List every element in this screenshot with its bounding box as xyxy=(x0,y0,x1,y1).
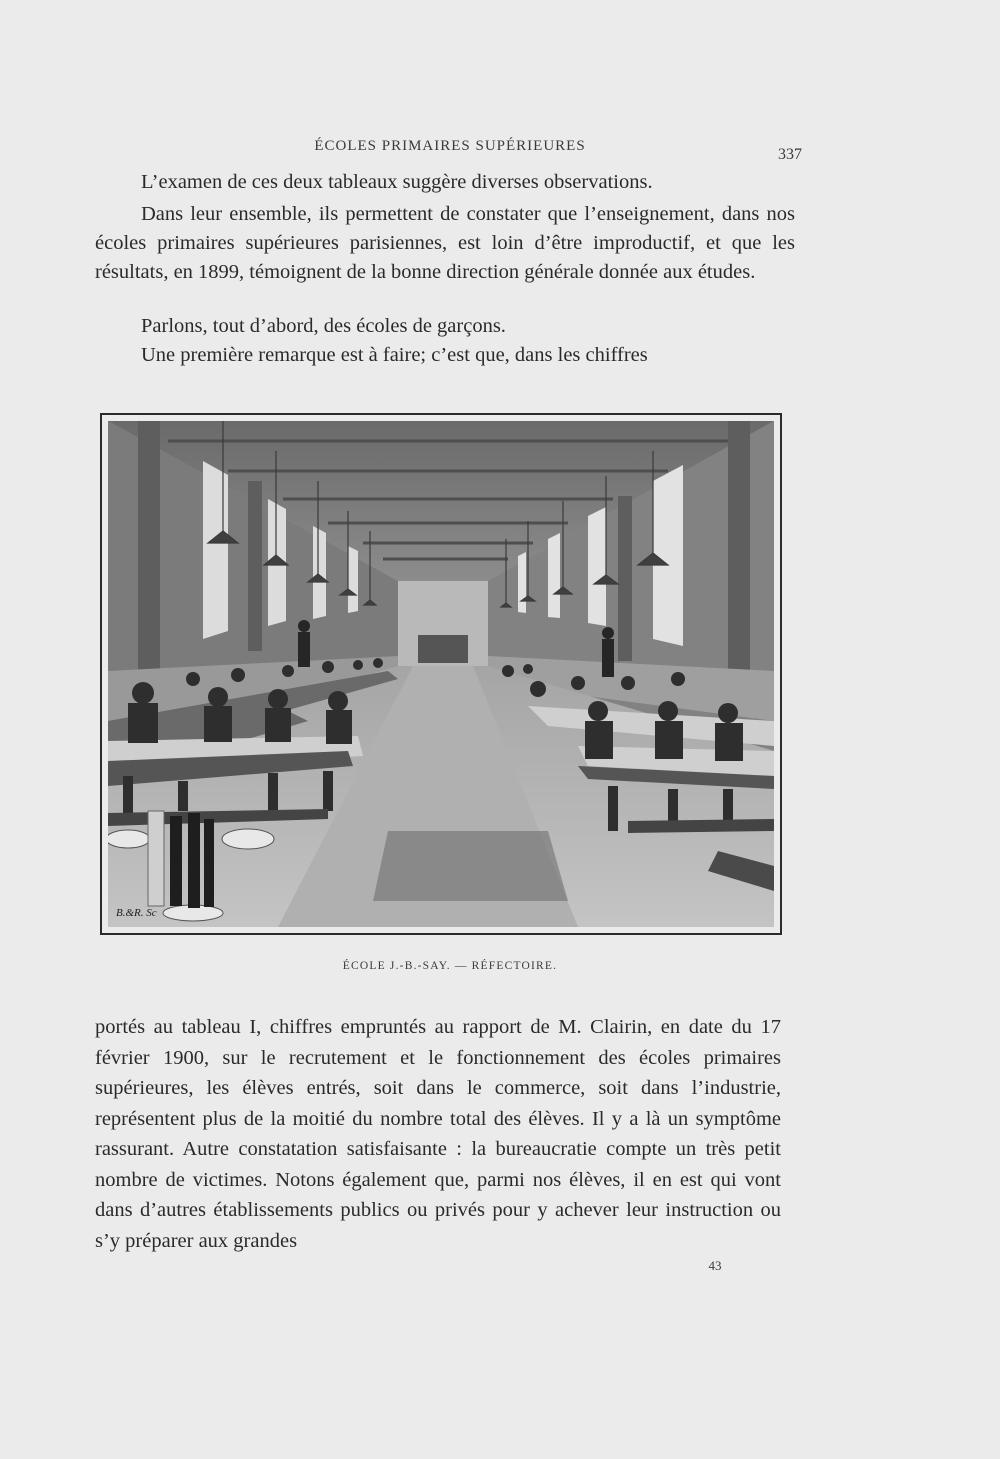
page-number: 337 xyxy=(778,146,802,163)
running-head: ÉCOLES PRIMAIRES SUPÉRIEURES xyxy=(314,138,586,154)
photo-frame xyxy=(100,413,782,935)
figure-caption: ÉCOLE J.-B.-SAY. — RÉFECTOIRE. xyxy=(342,960,558,972)
refectory-photo-illustration xyxy=(108,421,774,927)
paragraph-garcons: Parlons, tout d’abord, des écoles de garçons. xyxy=(141,315,506,337)
paragraph-ensemble: Dans leur ensemble, ils permettent de constater que l’enseignement, dans nos écoles primaires supérieures parisiennes, est loin d’être improductif, et que les résultats, en 1899, témoignent de la bonne direction générale donnée aux études. xyxy=(95,203,795,283)
refectory-photograph xyxy=(108,421,774,927)
paragraph-observations: L’examen de ces deux tableaux suggère diverses observations. xyxy=(141,171,653,193)
paragraph-tableau-i: portés au tableau I, chiffres empruntés au rapport de M. Clairin, en date du 17 février 1900, sur le recrutement et le fonctionnement des écoles primaires supérieures, les élèves entrés, soit dans le commerce, soit dans l’industrie, représentent plus de la moitié du nombre total des élèves. Il y a là un symptôme rassurant. Autre constatation satisfaisante : la bureaucratie compte un très petit nombre de victimes. Notons également que, parmi nos élèves, il en est qui vont dans d’autres établissements publics ou privés pour y achever leur instruction ou s’y préparer aux grandes xyxy=(95,1016,781,1252)
paragraph-remarque: Une première remarque est à faire; c’est que, dans les chiffres xyxy=(141,344,648,366)
photo-engraver-mark: B.&R. Sc xyxy=(116,907,157,919)
signature-number: 43 xyxy=(708,1258,722,1273)
